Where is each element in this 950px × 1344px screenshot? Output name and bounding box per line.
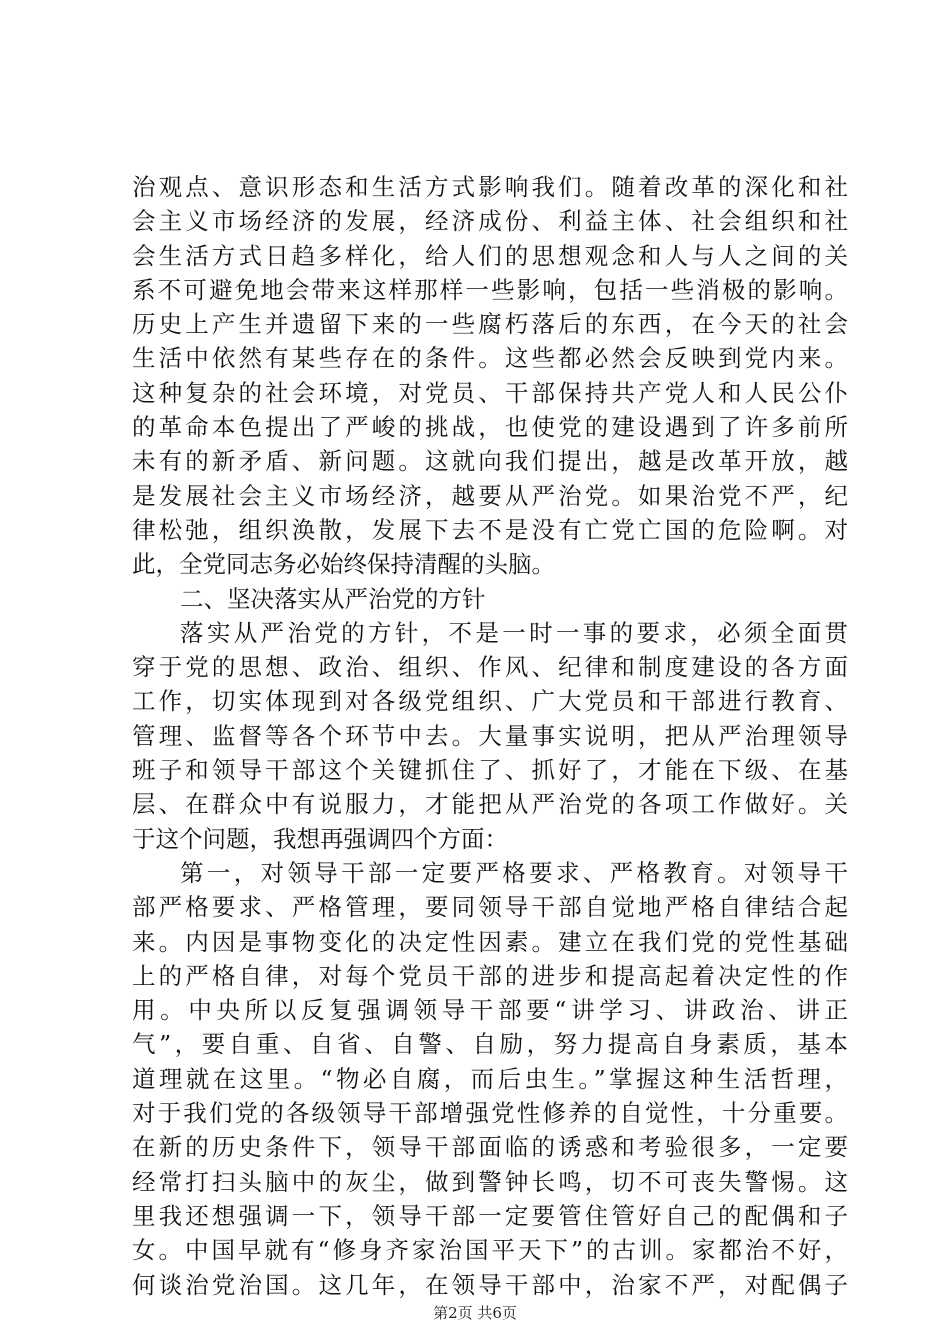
text-line: 二、坚决落实从严治党的方针 (180, 584, 486, 613)
text-line: 部严格要求、严格管理，要同领导干部自觉地严格自律结合起 (132, 893, 848, 922)
text-line: 治观点、意识形态和生活方式影响我们。随着改革的深化和社 (132, 173, 848, 201)
text-line: 未有的新矛盾、新问题。这就向我们提出，越是改革开放，越 (132, 447, 848, 476)
text-line: 落实从严治党的方针，不是一时一事的要求，必须全面贯 (180, 618, 848, 647)
text-line: 里我还想强调一下，领导干部一定要管住管好自己的配偶和子 (132, 1201, 848, 1230)
text-line: 上的严格自律，对每个党员干部的进步和提高起着决定性的作 (132, 961, 848, 990)
text-line: 穿于党的思想、政治、组织、作风、纪律和制度建设的各方面 (132, 653, 848, 682)
text-line: 对于我们党的各级领导干部增强党性修养的自觉性，十分重要。 (132, 1099, 848, 1128)
text-line: 是发展社会主义市场经济，越要从严治党。如果治党不严，纪 (132, 481, 848, 510)
text-line: 系不可避免地会带来这样那样一些影响，包括一些消极的影响。 (132, 275, 848, 304)
document-body (132, 170, 848, 1302)
text-line: 何谈治党治国。这几年，在领导干部中，治家不严，对配偶子 (132, 1270, 848, 1299)
text-line: 道理就在这里。“物必自腐，而后虫生。”掌握这种生活哲理， (132, 1064, 848, 1093)
text-line: 气”，要自重、自省、自警、自励，努力提高自身素质，基本 (132, 1030, 848, 1059)
text-line: 在新的历史条件下，领导干部面临的诱惑和考验很多，一定要 (132, 1133, 848, 1162)
text-line: 的革命本色提出了严峻的挑战，也使党的建设遇到了许多前所 (132, 413, 848, 442)
text-line: 班子和领导干部这个关键抓住了、抓好了，才能在下级、在基 (132, 756, 848, 785)
text-line: 管理、监督等各个环节中去。大量事实说明，把从严治理领导 (132, 721, 848, 750)
text-line: 这种复杂的社会环境，对党员、干部保持共产党人和人民公仆 (132, 378, 848, 407)
text-line: 第一，对领导干部一定要严格要求、严格教育。对领导干 (180, 858, 848, 887)
text-line: 会生活方式日趋多样化，给人们的思想观念和人与人之间的关 (132, 241, 848, 270)
text-line: 会主义市场经济的发展，经济成份、利益主体、社会组织和社 (132, 207, 848, 236)
text-line: 律松弛，组织涣散，发展下去不是没有亡党亡国的危险啊。对 (132, 515, 848, 544)
page-footer: 第2页 共6页 (433, 1304, 517, 1322)
text-line: 来。内因是事物变化的决定性因素。建立在我们党的党性基础 (132, 927, 848, 956)
text-line: 经常打扫头脑中的灰尘，做到警钟长鸣，切不可丧失警惕。这 (132, 1167, 848, 1196)
text-line: 历史上产生并遗留下来的一些腐朽落后的东西，在今天的社会 (132, 310, 848, 339)
text-line: 女。中国早就有“修身齐家治国平天下”的古训。家都治不好， (132, 1236, 848, 1265)
text-line: 此，全党同志务必始终保持清醒的头脑。 (132, 550, 555, 579)
text-line: 于这个问题，我想再强调四个方面： (132, 824, 508, 853)
text-line: 工作，切实体现到对各级党组织、广大党员和干部进行教育、 (132, 687, 848, 716)
text-line: 用。中央所以反复强调领导干部要“讲学习、讲政治、讲正 (132, 996, 848, 1025)
text-line: 生活中依然有某些存在的条件。这些都必然会反映到党内来。 (132, 344, 848, 373)
text-line: 层、在群众中有说服力，才能把从严治党的各项工作做好。关 (132, 790, 848, 819)
